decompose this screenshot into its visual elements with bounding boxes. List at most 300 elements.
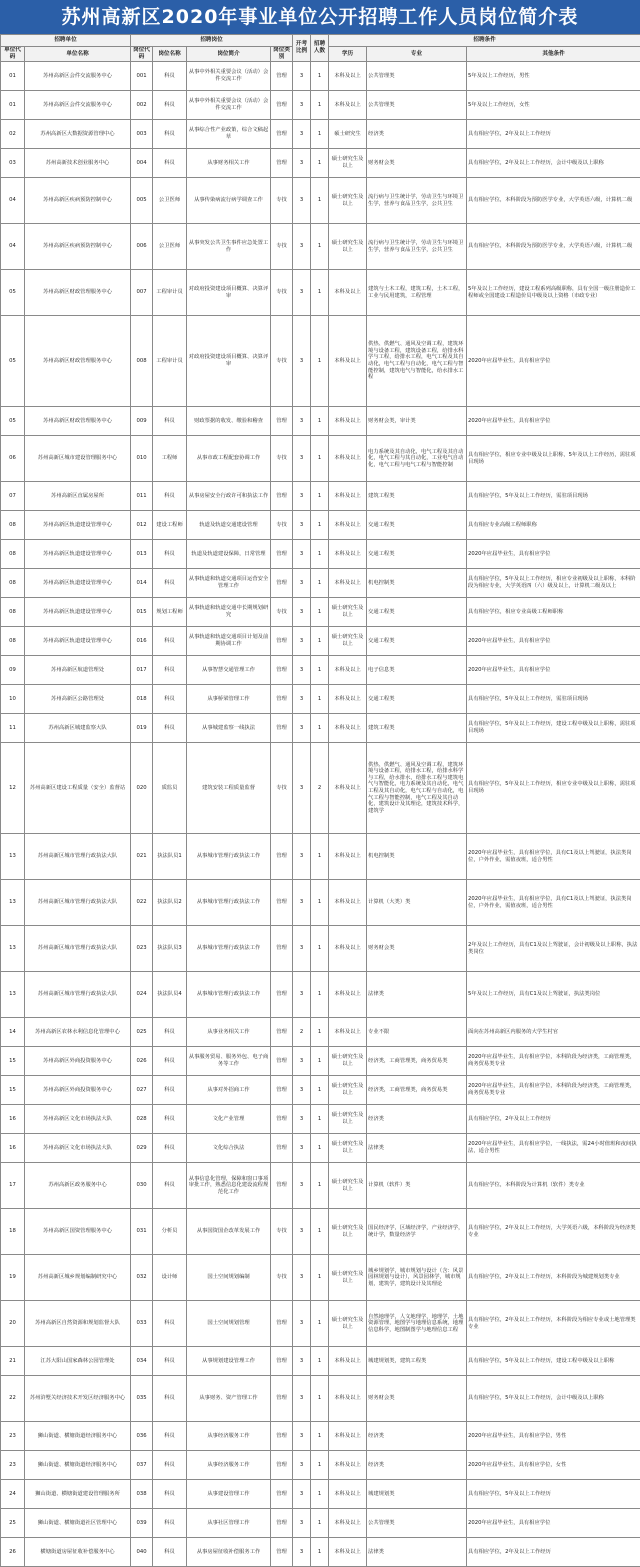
post-code-cell: 020 — [131, 743, 153, 834]
post-code-cell: 030 — [131, 1163, 153, 1209]
post-type-cell: 专技 — [271, 224, 293, 270]
ratio-cell: 3 — [293, 120, 311, 149]
ratio-cell: 3 — [293, 1255, 311, 1301]
education-cell: 硕士研究生及以上 — [329, 1076, 367, 1105]
other-cell: 具有相应学位，本科阶段为计算机（软件）类专业 — [467, 1163, 640, 1209]
unit-code-cell: 05 — [1, 407, 25, 436]
unit-name-cell: 苏州高新区城市管理行政执法大队 — [25, 972, 131, 1018]
positions-table — [0, 34, 640, 1567]
post-type-cell: 管理 — [271, 1134, 293, 1163]
other-cell: 2020年应届毕业生，具有相应学位，女性 — [467, 1451, 640, 1480]
major-cell: 经济类，工商管理类，商务贸易类 — [367, 1047, 467, 1076]
unit-code-cell: 07 — [1, 482, 25, 511]
education-cell: 本科及以上 — [329, 743, 367, 834]
post-code-cell: 031 — [131, 1209, 153, 1255]
education-cell: 本科及以上 — [329, 540, 367, 569]
unit-code-cell: 08 — [1, 511, 25, 540]
count-cell: 1 — [311, 834, 329, 880]
table-row — [1, 1209, 640, 1255]
other-cell: 具有相应学位，5年及以上工作经历，建设工程中级及以上职称，需驻项目现场 — [467, 714, 640, 743]
ratio-cell: 3 — [293, 656, 311, 685]
ratio-cell: 3 — [293, 880, 311, 926]
major-cell: 城建规划类，建筑工程类 — [367, 1347, 467, 1376]
header-ratio: 开考比例 — [293, 35, 311, 62]
post-code-cell: 013 — [131, 540, 153, 569]
unit-name-cell: 苏州高新区国资管理服务中心 — [25, 1209, 131, 1255]
post-desc-cell: 国土空间规划编制 — [187, 1255, 271, 1301]
education-cell: 本科及以上 — [329, 926, 367, 972]
post-type-cell: 管理 — [271, 1509, 293, 1538]
post-name-cell: 执法队员3 — [153, 926, 187, 972]
count-cell: 1 — [311, 270, 329, 316]
post-desc-cell: 从事信息化管理，保障和窗口事项审批工作，熟悉信息化建设流程规范化工作 — [187, 1163, 271, 1209]
post-desc-cell: 从事中外相关重要会议（活动）会件交流工作 — [187, 62, 271, 91]
unit-code-cell: 15 — [1, 1076, 25, 1105]
post-desc-cell: 从事规划建设管理工作 — [187, 1347, 271, 1376]
count-cell: 1 — [311, 91, 329, 120]
table-row — [1, 1538, 640, 1567]
unit-code-cell: 05 — [1, 270, 25, 316]
ratio-cell: 3 — [293, 1076, 311, 1105]
count-cell: 1 — [311, 1076, 329, 1105]
post-desc-cell: 从事市政工程配套协调工作 — [187, 436, 271, 482]
education-cell: 本科及以上 — [329, 511, 367, 540]
post-name-cell: 科员 — [153, 62, 187, 91]
header-post-type: 岗位类别 — [271, 47, 293, 62]
post-name-cell: 科员 — [153, 1422, 187, 1451]
post-type-cell: 专技 — [271, 743, 293, 834]
table-row — [1, 685, 640, 714]
unit-name-cell: 苏州高新区会件交流服务中心 — [25, 91, 131, 120]
post-type-cell: 管理 — [271, 880, 293, 926]
unit-name-cell: 苏州高新区航道管理处 — [25, 656, 131, 685]
post-code-cell: 024 — [131, 972, 153, 1018]
other-cell: 2020年应届毕业生，具有相应学位，具有C1及以上驾驶证，执法类岗位，户外作业，需值夜班，适合男性 — [467, 880, 640, 926]
post-code-cell: 008 — [131, 316, 153, 407]
other-cell: 2020年应届毕业生，具有相应学位，一线执法，需24小时值班和夜间执法，适合男性 — [467, 1134, 640, 1163]
unit-name-cell: 苏州高新区财政管理服务中心 — [25, 407, 131, 436]
table-row — [1, 1422, 640, 1451]
unit-name-cell: 苏州高新区疾病预防控制中心 — [25, 178, 131, 224]
major-cell: 财务财会类 — [367, 926, 467, 972]
ratio-cell: 3 — [293, 436, 311, 482]
major-cell: 财务财会类 — [367, 1376, 467, 1422]
major-cell: 经济类 — [367, 1451, 467, 1480]
post-type-cell: 专技 — [271, 598, 293, 627]
count-cell: 1 — [311, 316, 329, 407]
table-row — [1, 627, 640, 656]
education-cell: 硕士研究生及以上 — [329, 627, 367, 656]
unit-name-cell: 苏州高新区轨道建设管理中心 — [25, 627, 131, 656]
education-cell: 本科及以上 — [329, 1347, 367, 1376]
post-code-cell: 025 — [131, 1018, 153, 1047]
post-name-cell: 科员 — [153, 91, 187, 120]
unit-code-cell: 08 — [1, 598, 25, 627]
ratio-cell: 3 — [293, 270, 311, 316]
unit-name-cell: 苏州高新区自然资源和规划监督大队 — [25, 1301, 131, 1347]
post-name-cell: 科员 — [153, 627, 187, 656]
major-cell: 计算机（大类）类 — [367, 880, 467, 926]
post-type-cell: 管理 — [271, 834, 293, 880]
post-type-cell: 管理 — [271, 540, 293, 569]
post-name-cell: 科员 — [153, 1509, 187, 1538]
post-code-cell: 026 — [131, 1047, 153, 1076]
count-cell: 1 — [311, 972, 329, 1018]
major-cell: 交通工程类 — [367, 685, 467, 714]
major-cell: 自然地理学，人文地理学，地理学，土地资源管理，地图学与地理信息系统，地理信息科学，地图制图学与地理信息工程 — [367, 1301, 467, 1347]
post-type-cell: 管理 — [271, 926, 293, 972]
post-desc-cell: 从事综合性产业政策，综合文稿起草 — [187, 120, 271, 149]
post-desc-cell: 从事桥梁管理工作 — [187, 685, 271, 714]
unit-code-cell: 26 — [1, 1538, 25, 1567]
ratio-cell: 3 — [293, 482, 311, 511]
header-unit-name: 单位名称 — [25, 47, 131, 62]
post-desc-cell: 国土空间规划管理 — [187, 1301, 271, 1347]
post-name-cell: 科员 — [153, 656, 187, 685]
ratio-cell: 3 — [293, 1538, 311, 1567]
header-post-desc: 岗位简介 — [187, 47, 271, 62]
post-name-cell: 分析员 — [153, 1209, 187, 1255]
major-cell: 交通工程类 — [367, 627, 467, 656]
count-cell: 1 — [311, 1480, 329, 1509]
ratio-cell: 3 — [293, 1451, 311, 1480]
count-cell: 1 — [311, 62, 329, 91]
post-code-cell: 027 — [131, 1076, 153, 1105]
education-cell: 本科及以上 — [329, 482, 367, 511]
post-code-cell: 001 — [131, 62, 153, 91]
table-row — [1, 120, 640, 149]
other-cell: 具有相应学位，2年及以上工作经历 — [467, 1105, 640, 1134]
post-desc-cell: 从事财务相关工作 — [187, 149, 271, 178]
education-cell: 硕士研究生及以上 — [329, 1255, 367, 1301]
table-row — [1, 714, 640, 743]
count-cell: 1 — [311, 1347, 329, 1376]
education-cell: 本科及以上 — [329, 62, 367, 91]
education-cell: 硕士研究生及以上 — [329, 1163, 367, 1209]
unit-code-cell: 02 — [1, 120, 25, 149]
post-desc-cell: 从事国资国企改革发展工作 — [187, 1209, 271, 1255]
post-type-cell: 专技 — [271, 1209, 293, 1255]
post-type-cell: 专技 — [271, 316, 293, 407]
education-cell: 本科及以上 — [329, 714, 367, 743]
education-cell: 本科及以上 — [329, 880, 367, 926]
unit-name-cell: 狮山街道、横塘街道社区管理中心 — [25, 1509, 131, 1538]
ratio-cell: 3 — [293, 1105, 311, 1134]
post-code-cell: 035 — [131, 1376, 153, 1422]
post-code-cell: 017 — [131, 656, 153, 685]
post-code-cell: 021 — [131, 834, 153, 880]
post-desc-cell: 从事业务相关工作 — [187, 1018, 271, 1047]
post-type-cell: 管理 — [271, 714, 293, 743]
table-row — [1, 1376, 640, 1422]
other-cell: 2020年应届毕业生，具有相应学位 — [467, 1509, 640, 1538]
unit-code-cell: 16 — [1, 1105, 25, 1134]
count-cell: 1 — [311, 926, 329, 972]
post-type-cell: 专技 — [271, 511, 293, 540]
ratio-cell: 3 — [293, 1163, 311, 1209]
post-desc-cell: 从事财务、资产管理工作 — [187, 1376, 271, 1422]
post-type-cell: 管理 — [271, 1451, 293, 1480]
unit-name-cell: 苏州高新区城市管理行政执法大队 — [25, 834, 131, 880]
header-post-name: 岗位名称 — [153, 47, 187, 62]
post-desc-cell: 文化产业管理 — [187, 1105, 271, 1134]
post-name-cell: 科员 — [153, 1163, 187, 1209]
unit-code-cell: 08 — [1, 540, 25, 569]
post-type-cell: 管理 — [271, 1376, 293, 1422]
other-cell: 具有相应学位，5年及以上工作经历，需驻项目现场 — [467, 482, 640, 511]
count-cell: 1 — [311, 569, 329, 598]
post-desc-cell: 文化综合执法 — [187, 1134, 271, 1163]
education-cell: 本科及以上 — [329, 436, 367, 482]
ratio-cell: 3 — [293, 1480, 311, 1509]
post-type-cell: 管理 — [271, 120, 293, 149]
unit-name-cell: 苏州高新区城市管理行政执法大队 — [25, 926, 131, 972]
other-cell: 5年及以上工作经历，男性 — [467, 62, 640, 91]
unit-code-cell: 15 — [1, 1047, 25, 1076]
post-code-cell: 003 — [131, 120, 153, 149]
post-type-cell: 管理 — [271, 1422, 293, 1451]
unit-name-cell: 狮山街道、横塘街道经济服务中心 — [25, 1451, 131, 1480]
ratio-cell: 3 — [293, 178, 311, 224]
other-cell: 具有相应学位，5年及以上工作经历，相应专业中级及以上职称，需驻项目现场 — [467, 743, 640, 834]
count-cell: 1 — [311, 120, 329, 149]
unit-name-cell: 江苏大阳山国家森林公园管理处 — [25, 1347, 131, 1376]
major-cell: 专业不限 — [367, 1018, 467, 1047]
unit-name-cell: 苏州高新区公路管理处 — [25, 685, 131, 714]
major-cell: 机电控制类 — [367, 569, 467, 598]
table-row — [1, 91, 640, 120]
table-row — [1, 178, 640, 224]
other-cell: 2020年应届毕业生，具有相应学位，本科阶段为经济类，工商管理类，商务贸易类专业 — [467, 1047, 640, 1076]
post-code-cell: 019 — [131, 714, 153, 743]
unit-name-cell: 苏州高新区外商投资服务中心 — [25, 1076, 131, 1105]
unit-code-cell: 13 — [1, 834, 25, 880]
header-education: 学历 — [329, 47, 367, 62]
other-cell: 具有相应学位，2年及以上工作经历，本科阶段为城建规划类专业 — [467, 1255, 640, 1301]
count-cell: 1 — [311, 436, 329, 482]
other-cell: 具有相应学位，2年及以上工作经历，会计中级及以上职称 — [467, 149, 640, 178]
unit-name-cell: 苏州高新区轨道建设管理中心 — [25, 598, 131, 627]
post-type-cell: 管理 — [271, 972, 293, 1018]
major-cell: 交通工程类 — [367, 598, 467, 627]
post-code-cell: 009 — [131, 407, 153, 436]
post-name-cell: 科员 — [153, 1076, 187, 1105]
post-desc-cell: 从事城市管理行政执法工作 — [187, 972, 271, 1018]
header-major: 专业 — [367, 47, 467, 62]
ratio-cell: 3 — [293, 1422, 311, 1451]
unit-name-cell: 横塘街道房屋征收补偿服务中心 — [25, 1538, 131, 1567]
table-row — [1, 834, 640, 880]
post-type-cell: 管理 — [271, 62, 293, 91]
post-code-cell: 014 — [131, 569, 153, 598]
ratio-cell: 3 — [293, 569, 311, 598]
unit-code-cell: 19 — [1, 1255, 25, 1301]
unit-name-cell: 苏州高新区财政管理服务中心 — [25, 270, 131, 316]
unit-name-cell: 狮山街道、横塘街道建设管理服务所 — [25, 1480, 131, 1509]
post-desc-cell: 从事突发公共卫生事件应急处置工作 — [187, 224, 271, 270]
post-name-cell: 科员 — [153, 1018, 187, 1047]
table-row — [1, 972, 640, 1018]
other-cell: 2020年应届毕业生，具有相应学位 — [467, 316, 640, 407]
ratio-cell: 3 — [293, 1347, 311, 1376]
post-desc-cell: 从事经济服务工作 — [187, 1451, 271, 1480]
post-name-cell: 科员 — [153, 120, 187, 149]
education-cell: 本科及以上 — [329, 834, 367, 880]
post-name-cell: 科员 — [153, 149, 187, 178]
unit-name-cell: 苏州高新技术创业服务中心 — [25, 149, 131, 178]
unit-code-cell: 08 — [1, 627, 25, 656]
ratio-cell: 3 — [293, 685, 311, 714]
post-code-cell: 018 — [131, 685, 153, 714]
unit-name-cell: 苏州高新区轨道建设管理中心 — [25, 511, 131, 540]
post-name-cell: 执法队员2 — [153, 880, 187, 926]
unit-name-cell: 苏州高新区会件交流服务中心 — [25, 62, 131, 91]
education-cell: 硕士研究生及以上 — [329, 1301, 367, 1347]
post-code-cell: 037 — [131, 1451, 153, 1480]
post-type-cell: 管理 — [271, 656, 293, 685]
count-cell: 1 — [311, 1047, 329, 1076]
ratio-cell: 3 — [293, 1376, 311, 1422]
unit-name-cell: 苏州高新区疾病预防控制中心 — [25, 224, 131, 270]
table-row — [1, 1480, 640, 1509]
post-desc-cell: 从事建设管理工作 — [187, 1480, 271, 1509]
unit-code-cell: 13 — [1, 926, 25, 972]
table-row — [1, 598, 640, 627]
major-cell: 经济类，工商管理类，商务贸易类 — [367, 1076, 467, 1105]
count-cell: 1 — [311, 656, 329, 685]
post-code-cell: 015 — [131, 598, 153, 627]
major-cell: 计算机（软件）类 — [367, 1163, 467, 1209]
education-cell: 硕士研究生及以上 — [329, 149, 367, 178]
post-type-cell: 管理 — [271, 1163, 293, 1209]
unit-code-cell: 16 — [1, 1134, 25, 1163]
major-cell: 经济类 — [367, 1422, 467, 1451]
unit-name-cell: 狮山街道、横塘街道经济服务中心 — [25, 1422, 131, 1451]
post-desc-cell: 从事对外招商工作 — [187, 1076, 271, 1105]
unit-name-cell: 苏州高新区外商投资服务中心 — [25, 1047, 131, 1076]
unit-name-cell: 苏州高新区大数据资源管理中心 — [25, 120, 131, 149]
post-type-cell: 管理 — [271, 91, 293, 120]
other-cell: 5年及以上工作经历，建设工程系列高级职称，具有全国一级注册造价工程师或全国建设工程造价员中级及以上资格（市政专业） — [467, 270, 640, 316]
post-desc-cell: 从事城建监察一线执法 — [187, 714, 271, 743]
post-name-cell: 科员 — [153, 714, 187, 743]
count-cell: 1 — [311, 511, 329, 540]
count-cell: 1 — [311, 1134, 329, 1163]
header-group-row — [1, 35, 640, 47]
other-cell: 5年及以上工作经历，具有C1及以上驾驶证，执法类岗位 — [467, 972, 640, 1018]
post-code-cell: 039 — [131, 1509, 153, 1538]
unit-code-cell: 08 — [1, 569, 25, 598]
post-desc-cell: 从事服务贸易、服务外包、电子商务等工作 — [187, 1047, 271, 1076]
education-cell: 硕士研究生 — [329, 120, 367, 149]
post-code-cell: 034 — [131, 1347, 153, 1376]
post-desc-cell: 轨道及轨道建设保障，日常管理 — [187, 540, 271, 569]
unit-code-cell: 01 — [1, 62, 25, 91]
ratio-cell: 3 — [293, 1134, 311, 1163]
other-cell: 2年及以上工作经历，具有C1及以上驾驶证，会计初级及以上职称，执法类岗位 — [467, 926, 640, 972]
major-cell: 财务财会类，审计类 — [367, 407, 467, 436]
other-cell: 具有相应学位，2年及以上工作经历 — [467, 120, 640, 149]
major-cell: 法律类 — [367, 1538, 467, 1567]
post-type-cell: 专技 — [271, 270, 293, 316]
post-name-cell: 科员 — [153, 1134, 187, 1163]
ratio-cell: 3 — [293, 62, 311, 91]
unit-code-cell: 06 — [1, 436, 25, 482]
education-cell: 本科及以上 — [329, 1509, 367, 1538]
table-row — [1, 540, 640, 569]
unit-name-cell: 苏州高新区文化市场执法大队 — [25, 1105, 131, 1134]
post-desc-cell: 从事经济服务工作 — [187, 1422, 271, 1451]
header-group-post: 招聘岗位 — [131, 35, 293, 47]
count-cell: 1 — [311, 1163, 329, 1209]
unit-code-cell: 24 — [1, 1480, 25, 1509]
table-row — [1, 1105, 640, 1134]
table-row — [1, 1301, 640, 1347]
table-row — [1, 270, 640, 316]
other-cell: 2020年应届毕业生，具有相应学位 — [467, 407, 640, 436]
post-type-cell: 专技 — [271, 178, 293, 224]
post-code-cell: 002 — [131, 91, 153, 120]
post-code-cell: 038 — [131, 1480, 153, 1509]
unit-code-cell: 17 — [1, 1163, 25, 1209]
post-name-cell: 工程审计员 — [153, 270, 187, 316]
unit-code-cell: 21 — [1, 1347, 25, 1376]
count-cell: 1 — [311, 1422, 329, 1451]
unit-code-cell: 03 — [1, 149, 25, 178]
post-name-cell: 科员 — [153, 1105, 187, 1134]
unit-name-cell: 苏州高新区财政管理服务中心 — [25, 316, 131, 407]
post-desc-cell: 从事社区管理工作 — [187, 1509, 271, 1538]
post-code-cell: 022 — [131, 880, 153, 926]
other-cell: 具有相应学位，5年及以上工作经历 — [467, 1480, 640, 1509]
post-name-cell: 科员 — [153, 1376, 187, 1422]
other-cell: 具有相应学位，本科阶段为预防医学专业，大学英语六级，计算机二级 — [467, 178, 640, 224]
ratio-cell: 3 — [293, 316, 311, 407]
other-cell: 具有相应学位，相应专业高级工程师职称 — [467, 598, 640, 627]
post-desc-cell: 从事轨道和轨道交通项目计划及前期协调工作 — [187, 627, 271, 656]
post-desc-cell: 财政票据的收发、缴验和稽查 — [187, 407, 271, 436]
post-name-cell: 科员 — [153, 1480, 187, 1509]
post-desc-cell: 从事轨道和轨道交通项目运营安全管理工作 — [187, 569, 271, 598]
major-cell: 法律类 — [367, 1134, 467, 1163]
education-cell: 硕士研究生及以上 — [329, 1047, 367, 1076]
post-type-cell: 管理 — [271, 149, 293, 178]
post-type-cell: 管理 — [271, 685, 293, 714]
unit-name-cell: 苏州高新区政务服务中心 — [25, 1163, 131, 1209]
education-cell: 本科及以上 — [329, 1538, 367, 1567]
education-cell: 本科及以上 — [329, 1451, 367, 1480]
ratio-cell: 3 — [293, 149, 311, 178]
unit-code-cell: 22 — [1, 1376, 25, 1422]
education-cell: 硕士研究生及以上 — [329, 1209, 367, 1255]
post-desc-cell: 从事城市管理行政执法工作 — [187, 834, 271, 880]
major-cell: 交通工程类 — [367, 540, 467, 569]
post-name-cell: 科员 — [153, 540, 187, 569]
post-desc-cell: 对政府投资建设项目概算、决算评审 — [187, 316, 271, 407]
post-code-cell: 036 — [131, 1422, 153, 1451]
count-cell: 1 — [311, 1105, 329, 1134]
other-cell: 5年及以上工作经历，女性 — [467, 91, 640, 120]
count-cell: 1 — [311, 149, 329, 178]
post-name-cell: 设计师 — [153, 1255, 187, 1301]
post-code-cell: 028 — [131, 1105, 153, 1134]
count-cell: 2 — [311, 743, 329, 834]
post-name-cell: 质监员 — [153, 743, 187, 834]
table-row — [1, 224, 640, 270]
ratio-cell: 3 — [293, 1047, 311, 1076]
count-cell: 1 — [311, 540, 329, 569]
major-cell: 电力系统及其自动化，电气工程及其自动化，电气工程与其自动化，工业电气自动化，电气工程与电气工程与智能控制 — [367, 436, 467, 482]
